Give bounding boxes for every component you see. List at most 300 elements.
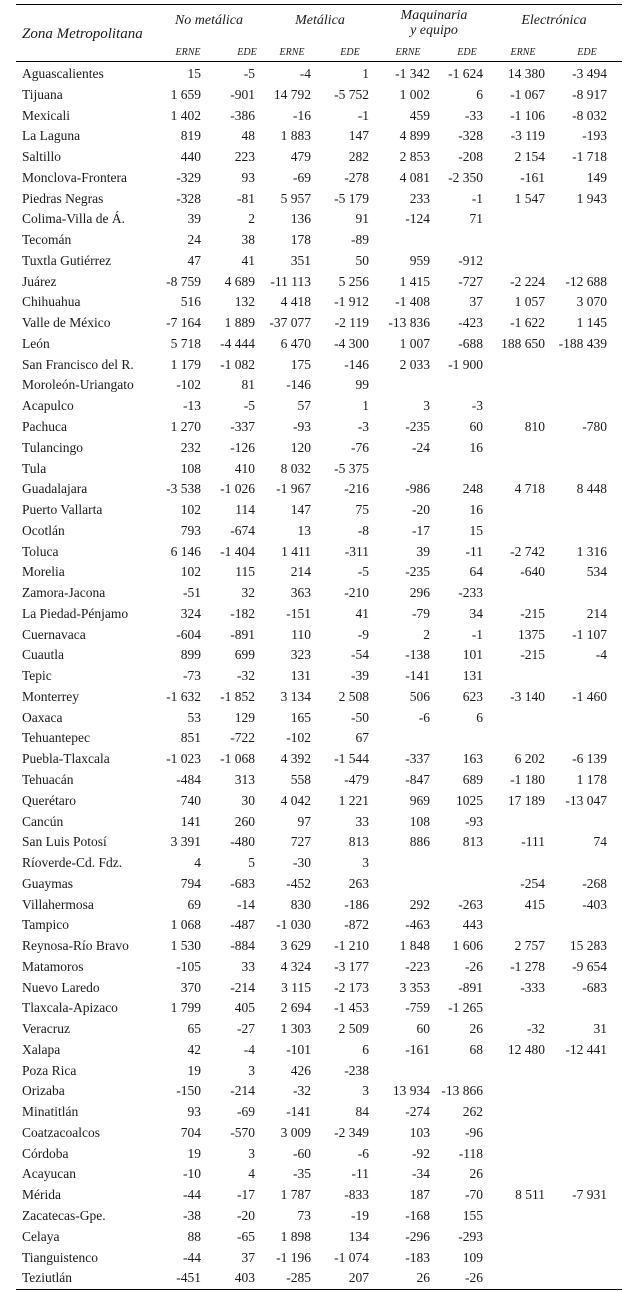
table-row [0,313,635,332]
value-cell: 19 [187,1145,201,1161]
value-cell: 5 [248,855,255,870]
value-cell: 74 [593,834,607,850]
value-cell: -333 [520,979,545,995]
value-cell: 851 [180,730,201,746]
value-cell: -759 [405,1000,430,1016]
table-row [0,355,635,374]
table-row [0,1144,635,1163]
value-cell: -912 [458,252,483,268]
value-cell: 115 [235,564,255,580]
value-cell: -8 759 [166,273,201,289]
zone-name-cell: Tulancingo [22,439,84,455]
table-row [0,1164,635,1183]
value-cell: 149 [586,169,607,185]
value-cell: -161 [405,1041,430,1057]
value-cell: 16 [469,502,483,517]
table-row [0,1268,635,1287]
value-cell: -268 [582,875,607,891]
value-cell: -96 [465,1124,483,1140]
value-cell: -2 742 [510,543,545,559]
value-cell: 296 [409,585,430,601]
value-cell: -1 622 [510,315,545,331]
value-cell: -32 [237,668,255,684]
value-cell: -479 [344,771,369,787]
value-cell: -5 [357,564,369,580]
value-cell: -69 [237,1104,255,1120]
value-cell: 4 [248,1166,255,1182]
value-cell: 516 [180,294,201,310]
value-cell: 1 848 [399,938,430,953]
value-cell: 24 [187,232,201,248]
zone-name-cell: Tecomán [22,232,72,248]
value-cell: 141 [180,813,201,829]
value-cell: 188 650 [501,335,545,351]
table-row [0,542,635,561]
value-cell: -193 [582,128,607,144]
value-cell: 48 [241,128,255,144]
value-cell: 1 [362,398,369,414]
value-cell: 6 470 [280,335,311,351]
value-cell: -1 068 [220,751,255,767]
zone-name-cell: Coatzacoalcos [22,1124,100,1140]
value-cell: 2 508 [338,688,369,704]
subheader-erne: ERNE [279,47,305,58]
value-cell: -44 [183,1187,201,1203]
value-cell: -901 [230,86,255,102]
value-cell: -263 [458,896,483,912]
value-cell: -188 439 [558,335,607,351]
value-cell: -1 196 [276,1249,311,1265]
value-cell: 6 [476,709,483,725]
value-cell: -150 [176,1083,201,1099]
value-cell: 26 [469,1021,483,1037]
value-cell: -215 [520,605,545,621]
value-cell: 71 [469,211,483,227]
value-cell: 50 [355,252,369,268]
value-cell: 3 353 [399,979,430,995]
zone-name-cell: La Laguna [22,128,81,144]
value-cell: -4 [243,1041,255,1057]
value-cell: -13 866 [441,1083,483,1099]
value-cell: 91 [355,211,369,227]
value-cell: 1 057 [514,294,545,310]
table-row [0,1102,635,1121]
value-cell: 2 757 [514,938,545,953]
value-cell: 793 [180,522,201,538]
value-cell: 19 [187,1062,201,1078]
value-cell: 410 [234,460,255,476]
zone-name-cell: Teziutlán [22,1270,73,1286]
value-cell: 14 380 [507,66,545,81]
zone-name-cell: Puebla-Tlaxcala [22,751,110,767]
value-cell: -1 074 [334,1249,369,1265]
value-cell: 8 032 [280,460,311,476]
table-row [0,396,635,415]
value-cell: 31 [593,1021,607,1037]
table-row [0,1248,635,1267]
subheader-erne: ERNE [395,47,421,58]
value-cell: 5 957 [280,190,311,206]
value-cell: -214 [230,1083,255,1099]
value-cell: -93 [465,813,483,829]
value-cell: 108 [409,813,430,829]
value-cell: 75 [355,502,369,517]
value-cell: 1 270 [170,419,201,434]
zone-name-cell: Tijuana [22,86,63,102]
value-cell: -214 [230,979,255,995]
value-cell: 459 [409,107,430,123]
table-row [0,1227,635,1246]
zone-name-cell: Acapulco [22,398,74,414]
subheader-ede: EDE [577,47,597,58]
subheader-ede: EDE [457,47,477,58]
value-cell: 248 [462,481,483,497]
value-cell: -24 [412,439,430,455]
value-cell: 99 [355,377,369,393]
value-cell: 886 [409,834,430,850]
value-cell: 3 629 [280,938,311,953]
value-cell: -1 210 [334,938,369,953]
value-cell: -2 119 [334,315,369,331]
value-cell: -73 [183,668,201,684]
value-cell: 6 [362,1041,369,1057]
zone-name-cell: La Piedad-Pénjamo [22,605,129,621]
value-cell: -328 [176,190,201,206]
value-cell: -780 [582,419,607,434]
zone-name-cell: Xalapa [22,1041,61,1057]
value-cell: 101 [462,647,483,663]
value-cell: 1 889 [224,315,255,331]
table-row [0,375,635,394]
value-cell: 2 853 [399,149,430,165]
value-cell: -235 [405,564,430,580]
zone-name-cell: León [22,335,50,351]
value-cell: 33 [241,958,255,974]
value-cell: -27 [237,1021,255,1037]
zone-name-cell: Zamora-Jacona [22,585,106,601]
value-cell: -484 [176,771,201,787]
table-row [0,936,635,955]
table-row [0,666,635,685]
value-cell: -26 [465,1270,483,1286]
value-cell: -102 [286,730,311,746]
value-cell: -16 [293,107,311,123]
value-cell: 37 [469,294,483,310]
value-cell: 727 [290,834,311,850]
value-cell: -683 [582,979,607,995]
value-cell: 3 [248,1145,255,1161]
value-cell: -54 [351,647,369,663]
value-cell: -2 350 [448,169,483,185]
value-cell: 282 [348,149,369,165]
value-cell: -51 [183,585,201,601]
value-cell: 3 [362,1083,369,1099]
value-cell: 323 [290,647,311,663]
value-cell: 214 [290,564,311,580]
value-cell: 38 [241,232,255,248]
value-cell: 426 [290,1062,311,1078]
zone-name-cell: Nuevo Laredo [22,979,100,995]
value-cell: -1 404 [220,543,255,559]
value-cell: 93 [241,169,255,185]
subheader-ede: EDE [237,47,257,58]
value-cell: -12 441 [565,1041,607,1057]
value-cell: -186 [344,896,369,912]
zone-name-cell: Monterrey [22,688,79,704]
value-cell: 699 [234,647,255,663]
value-cell: -210 [344,585,369,601]
value-cell: 69 [187,896,201,912]
value-cell: 65 [187,1021,201,1037]
value-cell: -93 [293,419,311,434]
value-cell: 415 [524,896,545,912]
table-row [0,479,635,498]
value-cell: 39 [416,543,430,559]
value-cell: 260 [234,813,255,829]
value-cell: -111 [521,834,545,850]
value-cell: 1 898 [280,1228,311,1244]
table-row [0,604,635,623]
value-cell: 4 081 [399,169,430,185]
value-cell: -9 654 [572,958,607,974]
value-cell: -3 177 [334,958,369,974]
value-cell: 120 [290,439,311,455]
value-cell: -872 [344,917,369,933]
value-cell: 4 [194,855,201,870]
zone-name-cell: Valle de México [22,315,111,331]
value-cell: 214 [586,605,607,621]
zone-name-cell: Veracruz [22,1021,70,1037]
group-header-electronica: Electrónica [521,13,587,28]
value-cell: -328 [458,128,483,144]
value-cell: -1 278 [510,958,545,974]
value-cell: 1 547 [514,190,545,206]
value-cell: 3 134 [280,688,311,704]
value-cell: 32 [241,585,255,601]
value-cell: 479 [290,149,311,165]
value-cell: -6 [418,709,430,725]
value-cell: 1 402 [170,107,201,123]
value-cell: -9 [357,626,369,642]
zone-name-cell: Zacatecas-Gpe. [22,1207,106,1223]
value-cell: -2 224 [510,273,545,289]
value-cell: 262 [462,1104,483,1120]
zone-name-cell: Puerto Vallarta [22,502,103,517]
value-cell: -847 [405,771,430,787]
value-cell: 370 [180,979,201,995]
value-cell: 15 [469,522,483,538]
value-cell: -233 [458,585,483,601]
value-cell: -182 [230,605,255,621]
value-cell: -311 [344,543,369,559]
value-cell: 959 [409,252,430,268]
value-cell: -1 067 [510,86,545,102]
zone-name-cell: Minatitlán [22,1104,79,1120]
value-cell: 830 [290,896,311,912]
value-cell: 42 [187,1041,201,1057]
value-cell: -1 030 [276,917,311,933]
value-cell: -1 082 [220,356,255,372]
subheader-erne: ERNE [510,47,536,58]
value-cell: 103 [409,1124,430,1140]
value-cell: 102 [180,502,201,517]
value-cell: -683 [230,875,255,891]
value-cell: 292 [409,896,430,912]
value-cell: -168 [405,1207,430,1223]
zone-name-cell: Tuxtla Gutiérrez [22,252,112,268]
table-row [0,251,635,270]
table-row [0,583,635,602]
table-row [0,417,635,436]
zone-name-cell: San Francisco del R. [22,356,134,372]
table-row [0,1123,635,1142]
value-cell: -3 494 [572,66,607,81]
subheader-ede: EDE [340,47,360,58]
table-row [0,521,635,540]
value-cell: -20 [412,502,430,517]
value-cell: 34 [469,605,483,621]
value-cell: 1375 [518,626,545,642]
value-cell: 16 [469,439,483,455]
value-cell: 39 [187,211,201,227]
value-cell: 233 [409,190,430,206]
value-cell: -337 [230,419,255,434]
group-header-metalica: Metálica [295,13,345,28]
table-row [0,64,635,83]
value-cell: 969 [409,792,430,808]
value-cell: -11 [465,543,483,559]
zone-name-cell: Tampico [22,917,70,933]
value-cell: -487 [230,917,255,933]
value-cell: -688 [458,335,483,351]
value-cell: -11 [351,1166,369,1182]
value-cell: 1 007 [399,335,430,351]
value-cell: 102 [180,564,201,580]
value-cell: 3 [248,1062,255,1078]
value-cell: -3 538 [166,481,201,497]
value-cell: 3 115 [281,979,311,995]
table-row [0,459,635,478]
value-cell: 6 [476,86,483,102]
value-cell: 1 787 [280,1187,311,1203]
table-row [0,292,635,311]
value-cell: -8 032 [572,107,607,123]
value-cell: 163 [462,751,483,767]
value-cell: -1 107 [572,626,607,642]
table-row [0,625,635,644]
value-cell: -604 [176,626,201,642]
value-cell: 1 799 [170,1000,201,1016]
value-cell: 64 [469,564,483,580]
value-cell: -891 [230,626,255,642]
value-cell: -4 444 [220,335,255,351]
value-cell: 68 [469,1041,483,1057]
subheader-erne: ERNE [175,47,201,58]
value-cell: 26 [469,1166,483,1182]
value-cell: -1 265 [448,1000,483,1016]
value-cell: -39 [351,668,369,684]
value-cell: 1 068 [170,917,201,933]
value-cell: -101 [286,1041,311,1057]
value-cell: -60 [293,1145,311,1161]
zone-name-cell: Tehuacán [22,771,74,787]
value-cell: -30 [293,855,311,870]
value-cell: 313 [234,771,255,787]
value-cell: 6 146 [170,543,201,559]
value-cell: -1 852 [220,688,255,704]
value-cell: -13 836 [388,315,430,331]
value-cell: -1 [471,190,483,206]
value-cell: -254 [520,875,545,891]
zone-name-cell: Villahermosa [22,896,94,912]
zone-name-cell: Mérida [22,1187,61,1203]
value-cell: -1 900 [448,356,483,372]
zone-name-cell: Colima-Villa de Á. [22,211,126,227]
value-cell: -118 [458,1145,483,1161]
value-cell: -215 [520,647,545,663]
value-cell: -20 [237,1207,255,1223]
value-cell: 1 303 [280,1021,311,1037]
value-cell: 47 [187,252,201,268]
value-cell: 131 [462,668,483,684]
value-cell: 97 [297,813,311,829]
zone-name-cell: Juárez [22,273,57,289]
value-cell: -285 [286,1270,311,1286]
value-cell: -89 [351,232,369,248]
value-cell: 114 [235,502,255,517]
value-cell: -2 349 [334,1124,369,1140]
value-cell: -727 [458,273,483,289]
value-cell: -2 173 [334,979,369,995]
value-cell: -5 375 [334,460,369,476]
value-cell: 129 [234,709,255,725]
value-cell: 41 [241,252,255,268]
value-cell: 1 178 [576,771,607,787]
table-row [0,770,635,789]
value-cell: 3 [362,855,369,870]
value-cell: 223 [234,149,255,165]
value-cell: -1 624 [448,66,483,81]
value-cell: 15 283 [569,938,607,953]
value-cell: 110 [291,626,311,642]
table-row [0,812,635,831]
value-cell: 794 [180,875,201,891]
table-row [0,895,635,914]
value-cell: -124 [405,211,430,227]
value-cell: 147 [290,502,311,517]
value-cell: -76 [351,439,369,455]
value-cell: -1 718 [572,149,607,165]
value-cell: 443 [462,917,483,933]
value-cell: 8 511 [515,1187,545,1203]
value-cell: -1 023 [166,751,201,767]
table-row [0,126,635,145]
value-cell: 1 606 [452,938,483,953]
value-cell: 41 [355,605,369,621]
value-cell: -570 [230,1124,255,1140]
value-cell: 1 [362,66,369,81]
value-cell: 26 [416,1270,430,1286]
value-cell: 1 659 [170,86,201,102]
value-cell: -12 688 [565,273,607,289]
value-cell: -722 [230,730,255,746]
value-cell: -1 632 [166,688,201,704]
value-cell: 73 [297,1207,311,1223]
value-cell: -146 [344,356,369,372]
value-cell: 53 [187,709,201,725]
value-cell: -102 [176,377,201,393]
table-row [0,1019,635,1038]
